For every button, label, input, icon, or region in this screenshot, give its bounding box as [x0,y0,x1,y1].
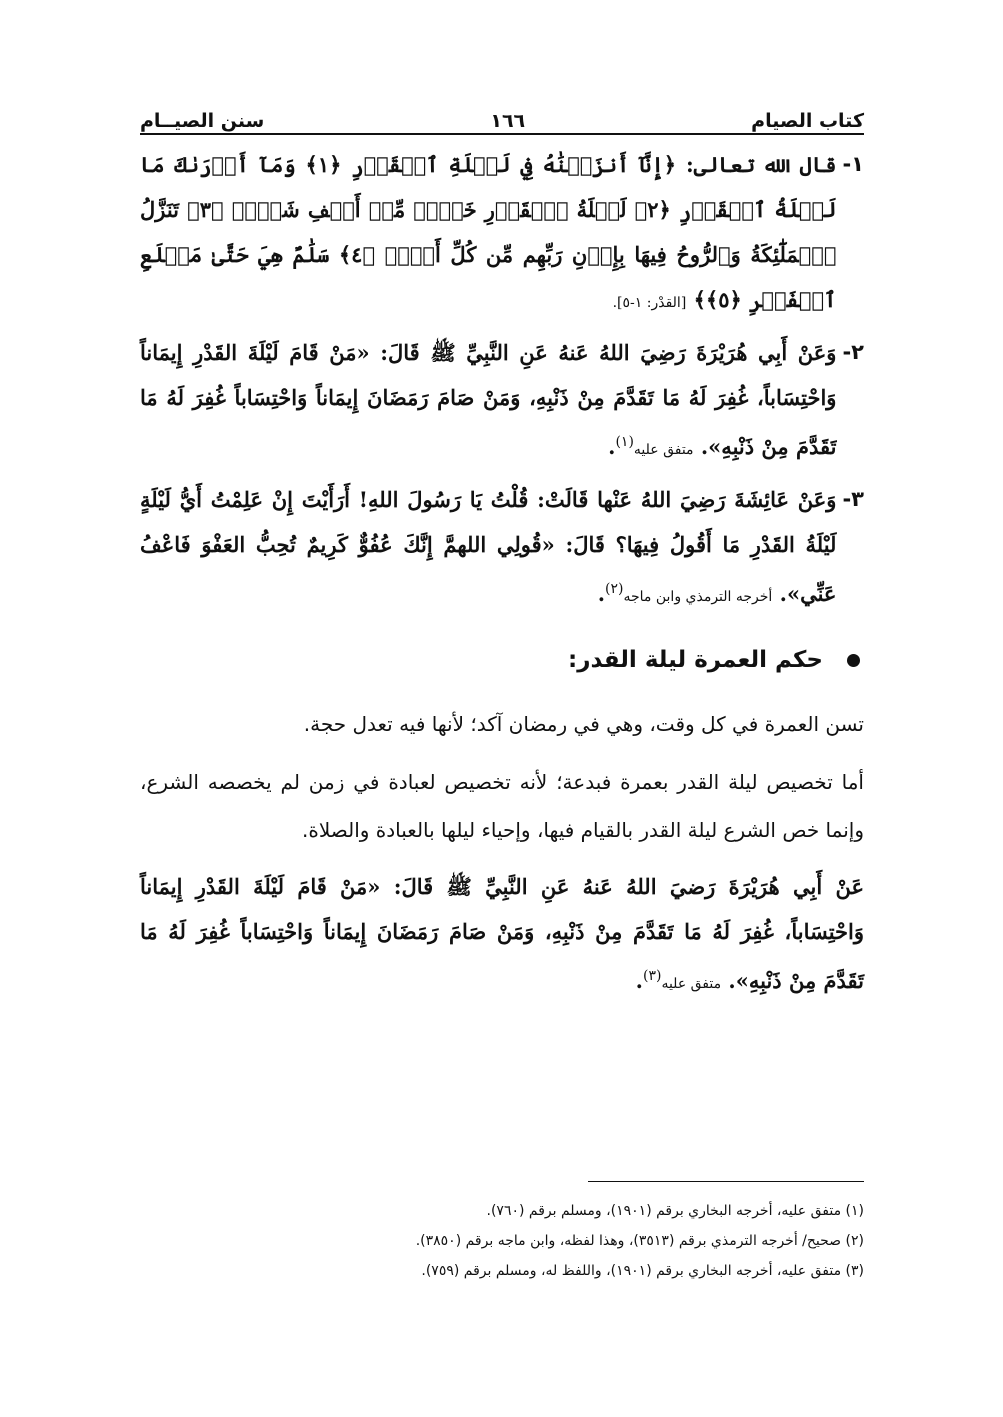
footnote: (٣) متفق عليه، أخرجه البخاري برقم (١٩٠١)، واللفظ له، ومسلم برقم (٧٥٩). [421,1263,864,1279]
item-number: ٣- [842,487,864,511]
paragraph: تسن العمرة في كل وقت، وهي في رمضان آكد؛ لأنها فيه تعدل حجة. [303,712,864,736]
item-number: ١- [842,152,864,176]
hadith-text: وَعَنْ عَائِشَةَ رَضِيَ اللهُ عَنْها قَالَتْ: قُلْتُ يَا رَسُولَ اللهِ! أَرَأَيْتَ إِنْ عَلِمْتُ أَيُّ لَيْلَةٍ لَيْلَةُ القَدْرِ مَا أَقُولُ فِيهَا؟ قَالَ: «قُولِي اللهمَّ إِنَّكَ عُفُوٌّ كَرِيمٌ تُحِبُّ العَفْوَ فَاعْفُ عَنِّي». [140,487,837,606]
footnote: (١) متفق عليه، أخرجه البخاري برقم (١٩٠١)، ومسلم برقم (٧٦٠). [486,1203,864,1219]
item-number: ٢- [842,340,864,364]
hadith-source: متفق عليه [661,976,722,992]
numbered-item-2: ٢- وَعَنْ أَبِي هُرَيْرَةَ رَضِيَ اللهُ عَنهُ عَنِ النَّبِيِّ ﷺ قَالَ: «مَنْ قَامَ لَيْلَةَ القَدْرِ إِيمَاناً وَاحْتِسَاباً، غُفِرَ لَهُ مَا تَقَدَّمَ مِنْ ذَنْبِهِ، وَمَنْ صَامَ رَمَضَانَ إِيمَاناً وَاحْتِسَاباً غُفِرَ لَهُ مَا تَقَدَّمَ مِنْ ذَنْبِهِ». متفق عليه$^{(١)}$. [140,330,864,473]
hadith-text: وَعَنْ أَبِي هُرَيْرَةَ رَضِيَ اللهُ عَنهُ عَنِ النَّبِيِّ ﷺ قَالَ: «مَنْ قَامَ لَيْلَةَ القَدْرِ إِيمَاناً وَاحْتِسَاباً، غُفِرَ لَهُ مَا تَقَدَّمَ مِنْ ذَنْبِهِ، وَمَنْ صَامَ رَمَضَانَ إِيمَاناً وَاحْتِسَاباً غُفِرَ لَهُ مَا تَقَدَّمَ مِنْ ذَنْبِهِ». [140,340,837,459]
verse-source: [القدْر: ١-٥]. [612,295,687,311]
quran-verse: قال الله تعالى: ﴿إِنَّآ أَنزَلۡنَٰهُ فِي لَيۡلَةِ ٱلۡقَدۡرِ ﴿١﴾ وَمَآ أَدۡرَىٰكَ مَا لَيۡلَةُ ٱلۡقَدۡرِ ﴿٢﴾ لَيۡلَةُ ٱلۡقَدۡرِ خَيۡرٞ مِّنۡ أَلۡفِ شَهۡرٖ ﴿٣﴾ تَنَزَّلُ ٱلۡمَلَٰٓئِكَةُ وَٱلرُّوحُ فِيهَا بِإِذۡنِ رَبِّهِم مِّن كُلِّ أَمۡرٖ ﴿٤﴾ سَلَٰمٌ هِيَ حَتَّىٰ مَطۡلَعِ ٱلۡفَجۡرِ ﴿٥﴾﴾ [140,152,837,312]
footnote-ref[interactable]: (١) [615,434,634,450]
hadith-text: عَنْ أَبِي هُرَيْرَةَ رَضيَ اللهُ عَنهُ عَنِ النَّبِيِّ ﷺ قَالَ: «مَنْ قَامَ لَيْلَةَ القَدْرِ إِيمَاناً وَاحْتِسَاباً، غُفِرَ لَهُ مَا تَقَدَّمَ مِنْ ذَنْبِهِ، وَمَنْ صَامَ رَمَضَانَ إِيمَاناً وَاحْتِسَاباً غُفِرَ لَهُ مَا تَقَدَّمَ مِنْ ذَنْبِهِ». [140,874,865,993]
hadith-source: أخرجه الترمذي وابن ماجه [623,589,773,605]
hadith-source: متفق عليه [633,442,694,458]
footnote-ref[interactable]: (٣) [642,968,662,984]
section-heading [140,638,864,682]
footnotes [140,1196,864,1286]
paragraph: أما تخصيص ليلة القدر بعمرة فبدعة؛ لأنه تخصيص لعبادة في زمن لم يخصصه الشرع، وإنما خص الشرع ليلة القدر بالقيام فيها، وإحياء ليلها بالعبادة والصلاة. [140,770,864,842]
bullet-icon [847,654,860,667]
running-header [140,98,864,132]
hadith-paragraph: عَنْ أَبِي هُرَيْرَةَ رَضيَ اللهُ عَنهُ عَنِ النَّبِيِّ ﷺ قَالَ: «مَنْ قَامَ لَيْلَةَ القَدْرِ إِيمَاناً وَاحْتِسَاباً، غُفِرَ لَهُ مَا تَقَدَّمَ مِنْ ذَنْبِهِ، وَمَنْ صَامَ رَمَضَانَ إِيمَاناً وَاحْتِسَاباً غُفِرَ لَهُ مَا تَقَدَّمَ مِنْ ذَنْبِهِ». متفق عليه$^{(٣)}$. [140,874,865,993]
section-title: حكم العمرة ليلة القدر: [568,647,823,673]
page-number: ١٦٦ [490,110,526,132]
numbered-item-3: ٣- وَعَنْ عَائِشَةَ رَضِيَ اللهُ عَنْها قَالَتْ: قُلْتُ يَا رَسُولَ اللهِ! أَرَأَيْتَ إِنْ عَلِمْتُ أَيُّ لَيْلَةٍ لَيْلَةُ القَدْرِ مَا أَقُولُ فِيهَا؟ قَالَ: «قُولِي اللهمَّ إِنَّكَ عُفُوٌّ كَرِيمٌ تُحِبُّ العَفْوَ فَاعْفُ عَنِّي». أخرجه الترمذي وابن ماجه$^{(٢)}$. [140,477,864,620]
footnote-rule [588,1181,864,1182]
header-rule [140,133,864,135]
page-body [140,142,864,1007]
chapter-title: كتاب الصيام [751,110,864,132]
footnote-ref[interactable]: (٢) [605,581,624,597]
book-title: سنن الصيــام [140,110,265,132]
footnote: (٢) صحيح/ أخرجه الترمذي برقم (٣٥١٣)، وهذا لفظه، وابن ماجه برقم (٣٨٥٠). [415,1233,864,1249]
numbered-item-1 [140,142,864,326]
